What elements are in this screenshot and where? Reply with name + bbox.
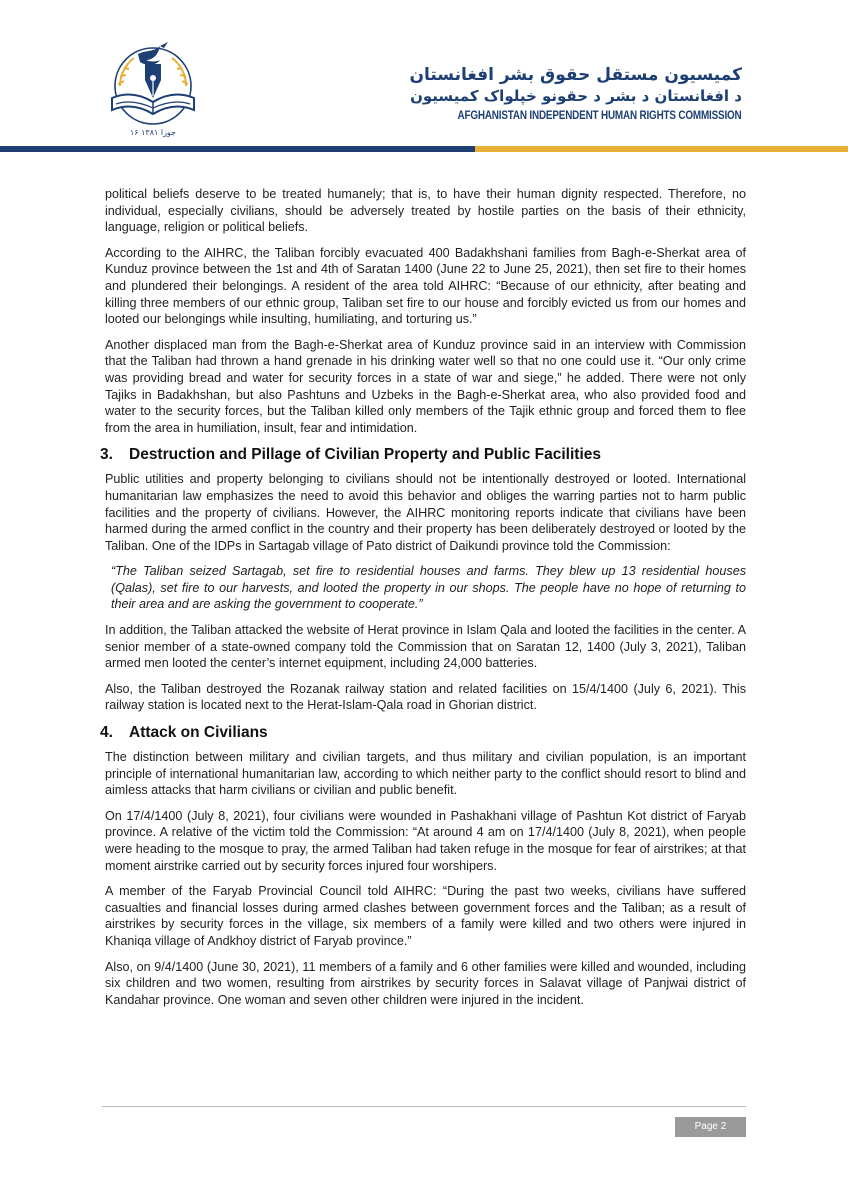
footer-divider	[102, 1106, 746, 1107]
body-paragraph: Also, on 9/4/1400 (June 30, 2021), 11 members of a family and 6 other families were killed and wounded, including six children and two women, resulting from airstrikes by security forces in Salavat village of Panjwai district of Kandahar province. One woman and seven other children were injured in the incident.	[105, 959, 746, 1007]
body-paragraph: According to the AIHRC, the Taliban forcibly evacuated 400 Badakhshani families from Bagh-e-Sherkat area of Kunduz province between the 1st and 4th of Saratan 1400 (June 22 to June 25, 2021), then set fire to their homes and plundered their belongings. A resident of the area told AIHRC: “Because of our ethnicity, after beating and killing three members of our ethnic group, Taliban set fire to our house and forcibly evicted us from our homes and looted our belongings while insulting, humiliating, and torturing us.”	[105, 245, 746, 327]
body-paragraph: On 17/4/1400 (July 8, 2021), four civilians were wounded in Pashakhani village of Pashtun Kot district of Faryab province. A relative of the victim told the Commission: “At around 4 am on 17/4/1400 (July 8, 2021), when people were heading to the mosque to pray, the armed Taliban had taken refuge in the mosque for fear of airstrikes; at that moment airstrike carried out by security forces injured four worshipers.	[105, 808, 746, 873]
body-paragraph: Also, the Taliban destroyed the Rozanak railway station and related facilities on 15/4/1400 (July 6, 2021). This railway station is located next to the Herat-Islam-Qala road in Ghorian district.	[105, 681, 746, 713]
section-3-heading	[100, 445, 746, 465]
logo-date: ۱۶ جوزا ۱۳۸۱	[129, 128, 177, 137]
org-name-english: AFGHANISTAN INDEPENDENT HUMAN RIGHTS COMMISSION	[457, 110, 742, 122]
aihrc-logo	[98, 36, 208, 148]
body-paragraph: Public utilities and property belonging to civilians should not be intentionally destroyed or looted. International humanitarian law emphasizes the need to avoid this behavior and obliges the warring parties not to harm public facilities and the property of civilians. However, the AIHRC monitoring reports indicate that civilians have been harmed during the armed conflict in the country and their property has been deliberately destroyed or looted by the Taliban. One of the IDPs in Sartagab village of Pato district of Daikundi province told the Commission:	[105, 472, 746, 553]
page-number-badge: Page 2	[675, 1117, 746, 1137]
body-paragraph: political beliefs deserve to be treated humanely; that is, to have their human dignity respected. Therefore, no individual, especially civilians, should be adversely treated by hostile parties on the basis of their ethnicity, language, religion or political beliefs.	[105, 187, 746, 235]
org-name-dari: کمیسیون مستقل حقوق بشر افغانستان	[409, 65, 742, 85]
section-number: 3.	[100, 446, 113, 464]
body-paragraph: Another displaced man from the Bagh-e-Sherkat area of Kunduz province said in an interview with Commission that the Taliban had thrown a hand grenade in his drinking water well so that no one could use it. “Our only crime was providing bread and water for security forces in a state of war and siege,” he added. There were not only Tajiks in Badakhshan, but also Pashtuns and Uzbeks in the Bagh-e-Sherkat area, who also provided food and water to the security forces, but the Taliban killed only members of the Tajik ethnic group and forced them to flee from the area in humiliation, insult, fear and intimidation.	[105, 337, 746, 435]
body-paragraph: In addition, the Taliban attacked the website of Herat province in Islam Qala and looted the facilities in the center. A senior member of a state-owned company told the Commission that on Saratan 12, 1400 (July 3, 2021), Taliban armed men looted the center’s internet equipment, including 24,000 batteries.	[105, 623, 746, 671]
body-paragraph: The distinction between military and civilian targets, and thus military and civilian population, is an important principle of international humanitarian law, according to which neither party to the conflict should resort to blind and aimless attacks that harm civilians or civilian and public benefit.	[105, 750, 746, 798]
body-paragraph: A member of the Faryab Provincial Council told AIHRC: “During the past two weeks, civilians have suffered casualties and financial losses during armed clashes between government forces and the Taliban; as a result of airstrikes by security forces in the village, six members of a family were killed and two others were injured in Khaniqa village of Andkhoy district of Faryab province.”	[105, 884, 746, 948]
document-body	[100, 186, 746, 1017]
section-title: Attack on Civilians	[129, 724, 268, 742]
section-4-heading	[100, 723, 746, 743]
section-title: Destruction and Pillage of Civilian Property and Public Facilities	[129, 446, 601, 464]
section-number: 4.	[100, 724, 113, 742]
org-name-pashto: د افغانستان د بشر د حقونو خپلواک کمیسیون	[410, 87, 742, 105]
testimony-quote: “The Taliban seized Sartagab, set fire to residential houses and farms. They blew up 13 residential houses (Qalas), set fire to our harvests, and looted the property in our shops. The people have no hope of returning to their area and are asking the government to cooperate.”	[111, 564, 746, 612]
header-band-gold	[475, 146, 848, 152]
page-header	[0, 0, 848, 160]
organization-title	[409, 64, 742, 122]
dove-pen-book-icon	[98, 36, 208, 128]
